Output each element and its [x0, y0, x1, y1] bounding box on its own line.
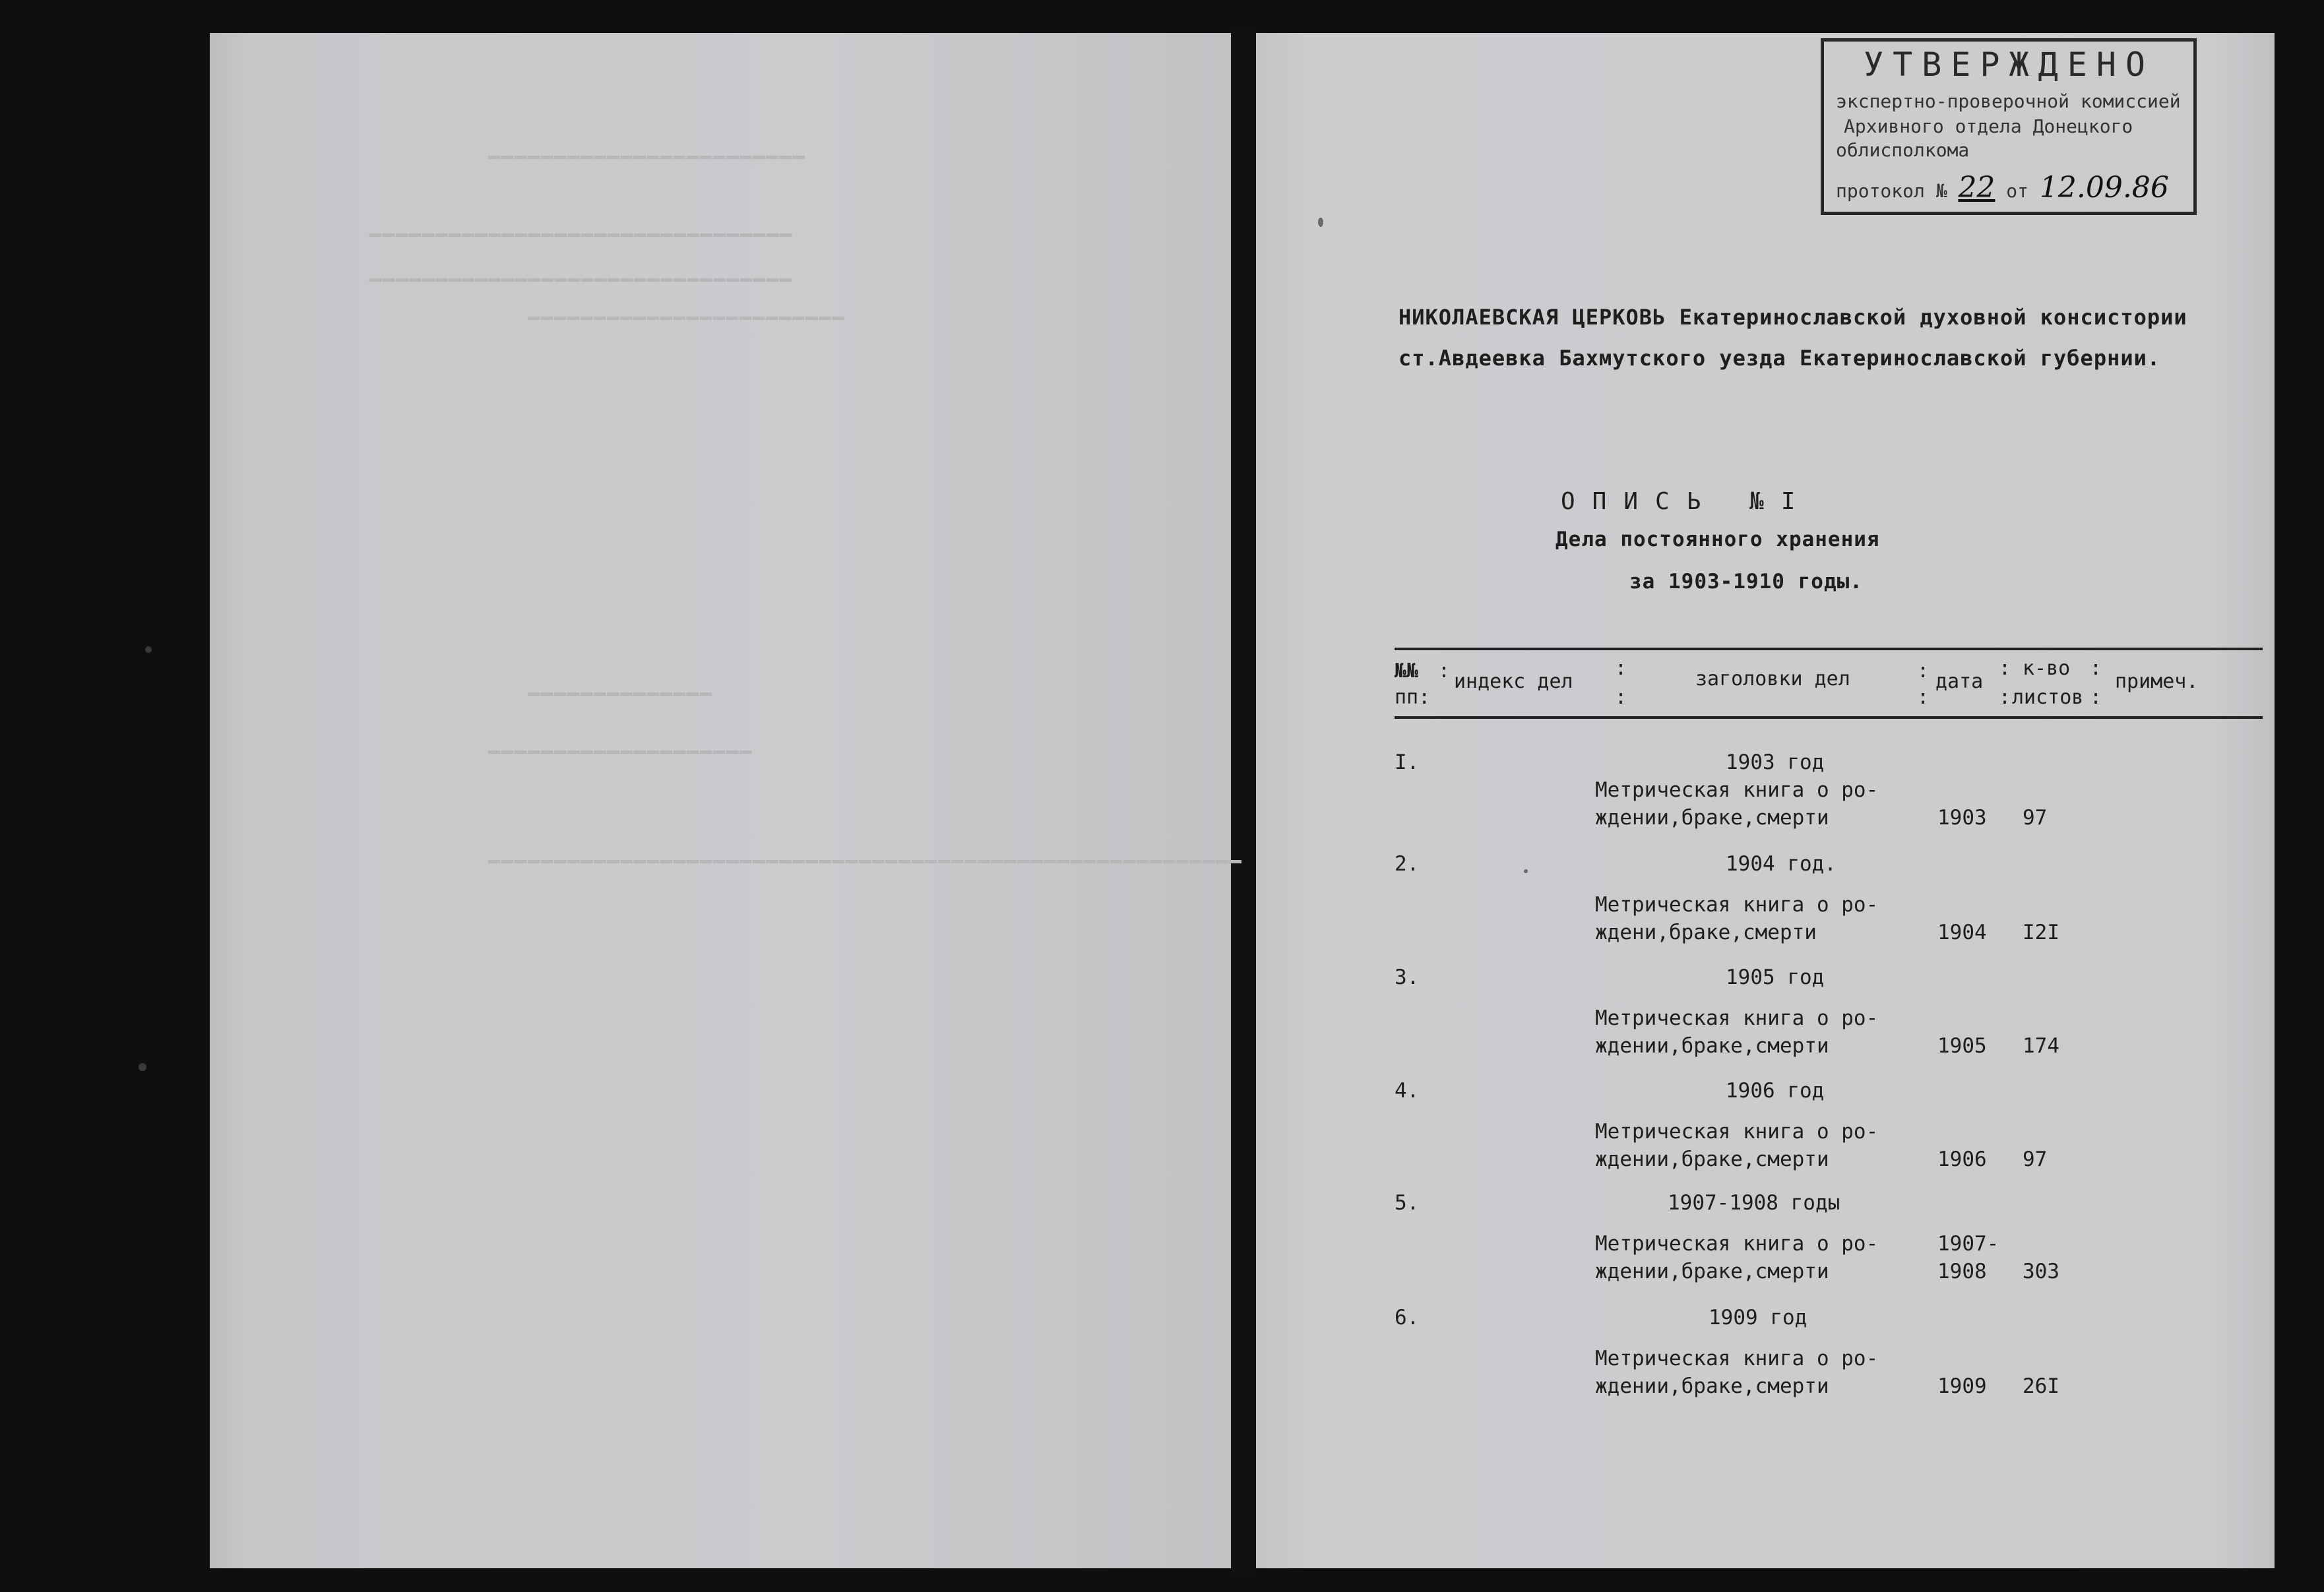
- row-title-line-1: Метрическая книга о ро-: [1595, 1347, 1879, 1370]
- col-separator: :: [1917, 659, 1930, 683]
- stamp-protocol-label: протокол №: [1836, 180, 1947, 202]
- col-header-sheets: к-во: [2023, 657, 2071, 680]
- row-number: I.: [1395, 750, 1420, 774]
- inventory-title: ОПИСЬ №I: [1561, 488, 1813, 515]
- row-sheet-count: 97: [2023, 806, 2048, 830]
- col-header-num: №№: [1395, 659, 1419, 683]
- col-header-date: дата: [1935, 670, 1984, 693]
- row-date: 1908: [1937, 1260, 1987, 1283]
- row-year-heading: 1904 год.: [1726, 852, 1837, 876]
- row-date: 1903: [1937, 806, 1987, 830]
- row-number: 6.: [1395, 1306, 1420, 1330]
- bleed-through-line: ━━━━━━━━━━━━━━━━━━━━━━━━: [528, 307, 846, 330]
- row-number: 3.: [1395, 965, 1420, 989]
- row-number: 4.: [1395, 1079, 1420, 1103]
- col-separator: :: [2090, 657, 2102, 680]
- scan-speck: [145, 646, 152, 653]
- bleed-through-line: ━━━━━━━━━━━━━━━━━━━━━━━━━━━━━━━━━━━━━━━━━━━━━━━━━━━━━━━━━: [488, 851, 1243, 874]
- row-sheet-count: 303: [2023, 1260, 2059, 1283]
- col-separator: :: [1999, 686, 2011, 709]
- row-title-line-1: Метрическая книга о ро-: [1595, 778, 1879, 802]
- col-separator: :: [1917, 686, 1930, 709]
- stamp-line-2: Архивного отдела Донецкого: [1844, 115, 2133, 137]
- approval-stamp: [1821, 38, 2197, 215]
- bleed-through-line: ━━━━━━━━━━━━━━: [528, 683, 713, 706]
- col-header-num-2: пп:: [1395, 686, 1431, 709]
- row-title-line-2: ждении,браке,смерти: [1595, 1148, 1829, 1171]
- stamp-protocol-number: 22: [1958, 171, 1995, 204]
- col-header-notes: примеч.: [2115, 670, 2199, 693]
- row-sheet-count: 174: [2023, 1034, 2059, 1058]
- left-page: [210, 33, 1231, 1568]
- stamp-title: УТВЕРЖДЕНО: [1864, 46, 2155, 84]
- bleed-through-line: ━━━━━━━━━━━━━━━━━━━━━━━━━━━━━━━━: [369, 224, 793, 247]
- scan-speck: [1318, 218, 1323, 227]
- col-header-sheets-2: листов: [2012, 686, 2084, 709]
- row-title-line-1: Метрическая книга о ро-: [1595, 1232, 1879, 1256]
- bleed-through-line: ━━━━━━━━━━━━━━━━━━━━━━━━: [488, 146, 806, 169]
- row-sheet-count: 97: [2023, 1148, 2048, 1171]
- row-title-line-2: ждени,браке,смерти: [1595, 921, 1817, 944]
- row-year-heading: 1909 год: [1709, 1306, 1807, 1330]
- table-top-rule: [1395, 648, 2263, 650]
- row-sheet-count: 26I: [2023, 1374, 2059, 1398]
- scan-speck: [139, 1063, 146, 1071]
- stamp-line-1: экспертно-проверочной комиссией: [1836, 90, 2181, 112]
- stamp-line-3: облисполкома: [1836, 139, 1970, 161]
- col-separator: :: [1438, 659, 1451, 683]
- table-header-rule: [1395, 716, 2263, 719]
- row-title-line-1: Метрическая книга о ро-: [1595, 1120, 1879, 1144]
- organization-name: НИКОЛАЕВСКАЯ ЦЕРКОВЬ Екатеринославской духовной консистории: [1398, 305, 2187, 330]
- row-title-line-2: ждении,браке,смерти: [1595, 1374, 1829, 1398]
- row-year-heading: 1907-1908 годы: [1668, 1191, 1840, 1215]
- inventory-subtitle: Дела постоянного хранения: [1555, 528, 1880, 551]
- col-separator: :: [1999, 657, 2011, 680]
- organization-location: ст.Авдеевка Бахмутского уезда Екатеринославской губернии.: [1398, 346, 2161, 371]
- row-title-line-2: ждении,браке,смерти: [1595, 1260, 1829, 1283]
- col-header-index: индекс дел: [1454, 670, 1573, 693]
- inventory-period: за 1903-1910 годы.: [1629, 570, 1863, 594]
- stamp-protocol-line: [1836, 171, 2169, 204]
- stamp-protocol-date: 12.09.86: [2039, 171, 2169, 204]
- bleed-through-line: ━━━━━━━━━━━━━━━━━━━━: [488, 741, 753, 764]
- row-date: 1909: [1937, 1374, 1987, 1398]
- row-date: 1905: [1937, 1034, 1987, 1058]
- scan-speck: [1524, 869, 1528, 873]
- col-separator: :: [2090, 686, 2102, 709]
- col-separator: :: [1615, 686, 1627, 709]
- row-title-line-1: Метрическая книга о ро-: [1595, 893, 1879, 917]
- row-title-line-2: ждении,браке,смерти: [1595, 1034, 1829, 1058]
- row-date: 1906: [1937, 1148, 1987, 1171]
- col-separator: :: [1615, 657, 1627, 680]
- row-year-heading: 1903 год: [1726, 750, 1825, 774]
- row-date: 1904: [1937, 921, 1987, 944]
- row-number: 5.: [1395, 1191, 1420, 1215]
- stamp-from-label: от: [2006, 180, 2029, 202]
- row-date-start: 1907-: [1937, 1232, 1999, 1256]
- row-title-line-1: Метрическая книга о ро-: [1595, 1006, 1879, 1030]
- row-year-heading: 1905 год: [1726, 965, 1825, 989]
- col-header-title: заголовки дел: [1695, 667, 1850, 690]
- book-spine: [1231, 26, 1256, 1576]
- row-sheet-count: I2I: [2023, 921, 2059, 944]
- row-year-heading: 1906 год: [1726, 1079, 1825, 1103]
- row-title-line-2: ждении,браке,смерти: [1595, 806, 1829, 830]
- bleed-through-line: ━━━━━━━━━━━━━━━━━━━━━━━━━━━━━━━━: [369, 269, 793, 292]
- row-number: 2.: [1395, 852, 1420, 876]
